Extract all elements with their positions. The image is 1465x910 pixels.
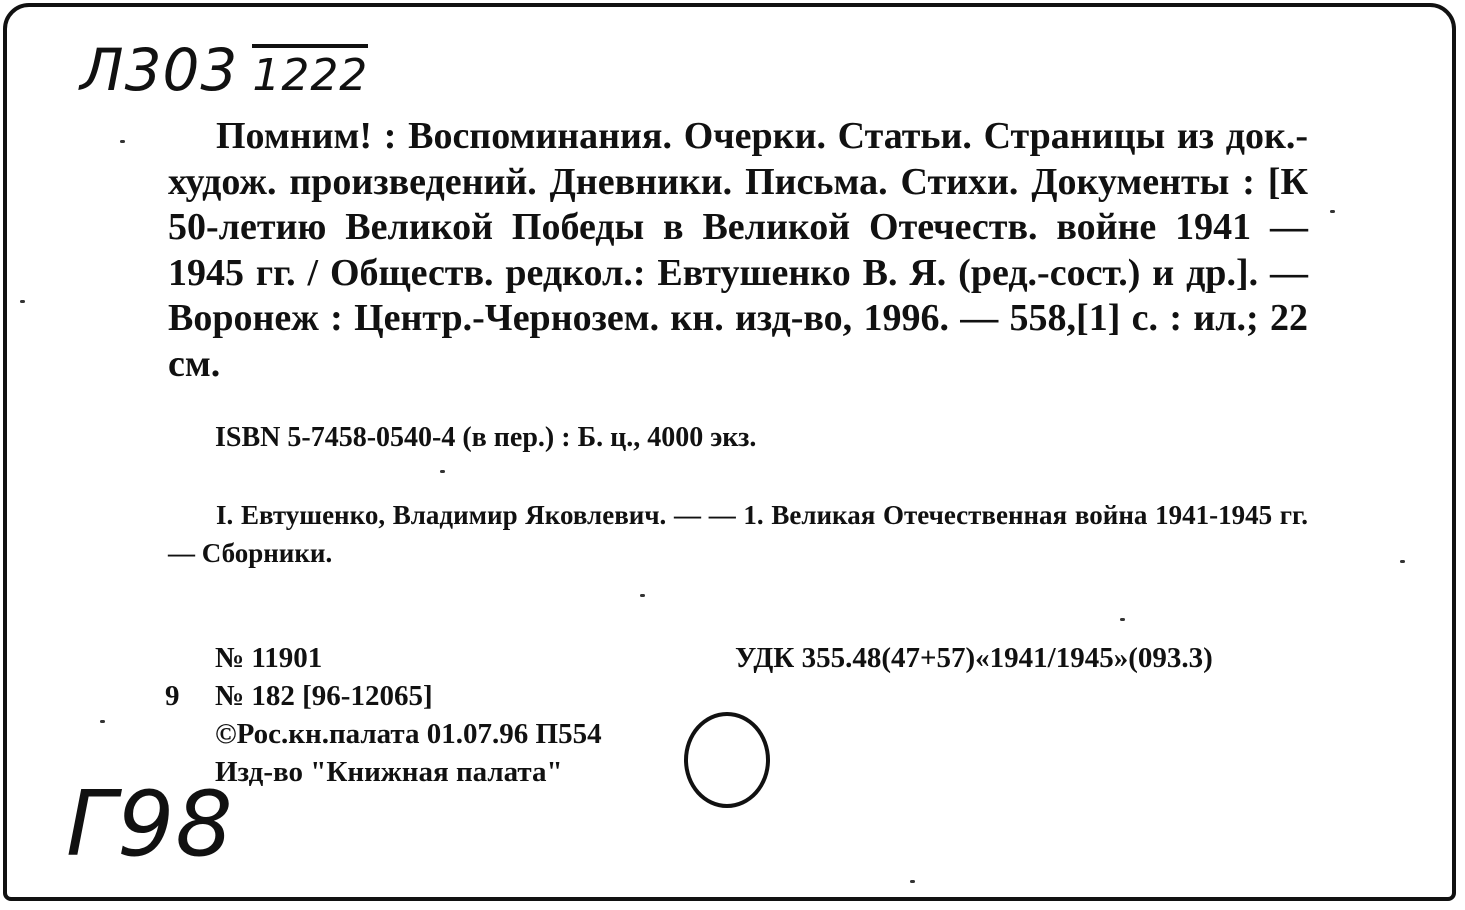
copyright-line: ©Рос.кн.палата 01.07.96 П554	[215, 718, 602, 750]
shelf-mark-sub: 1222	[252, 44, 368, 101]
order-number: № 182 [96-12065]	[215, 680, 433, 712]
shelf-mark-handwritten	[80, 36, 368, 104]
bibliographic-description: Помним! : Воспоминания. Очерки. Статьи. Страницы из док.-худож. произведений. Дневники. Письма. Стихи. Документы : [К 50-летию Великой Победы в Великой Отечеств. войне 1941 — 1945 гг. / Обществ. редкол.: Евтушенко В. Я. (ред.-сост.) и др.]. — Воронеж : Центр.-Чернозем. кн. изд-во, 1996. — 558,[1] с. : ил.; 22 см.	[168, 115, 1308, 385]
speck	[100, 720, 105, 723]
isbn-line: ISBN 5-7458-0540-4 (в пер.) : Б. ц., 4000 экз.	[215, 422, 757, 453]
speck	[1120, 618, 1125, 621]
speck	[910, 880, 915, 883]
shelf-mark: Л303	[80, 36, 239, 104]
speck	[440, 470, 445, 473]
publisher-line: Изд-во "Книжная палата"	[215, 756, 563, 788]
udc-classification: УДК 355.48(47+57)«1941/1945»(093.3)	[735, 642, 1213, 674]
speck	[20, 300, 25, 303]
speck	[1400, 560, 1405, 563]
author-mark-handwritten: Г98	[66, 772, 234, 877]
prefix-number: 9	[165, 680, 180, 712]
speck	[120, 140, 125, 143]
subject-tracing: I. Евтушенко, Владимир Яковлевич. — — 1. Великая Отечественная война 1941-1945 гг. — Сборники.	[168, 500, 1308, 568]
card-number: № 11901	[215, 642, 323, 674]
speck	[640, 594, 645, 597]
circle-stamp	[684, 712, 770, 808]
speck	[1330, 210, 1335, 213]
